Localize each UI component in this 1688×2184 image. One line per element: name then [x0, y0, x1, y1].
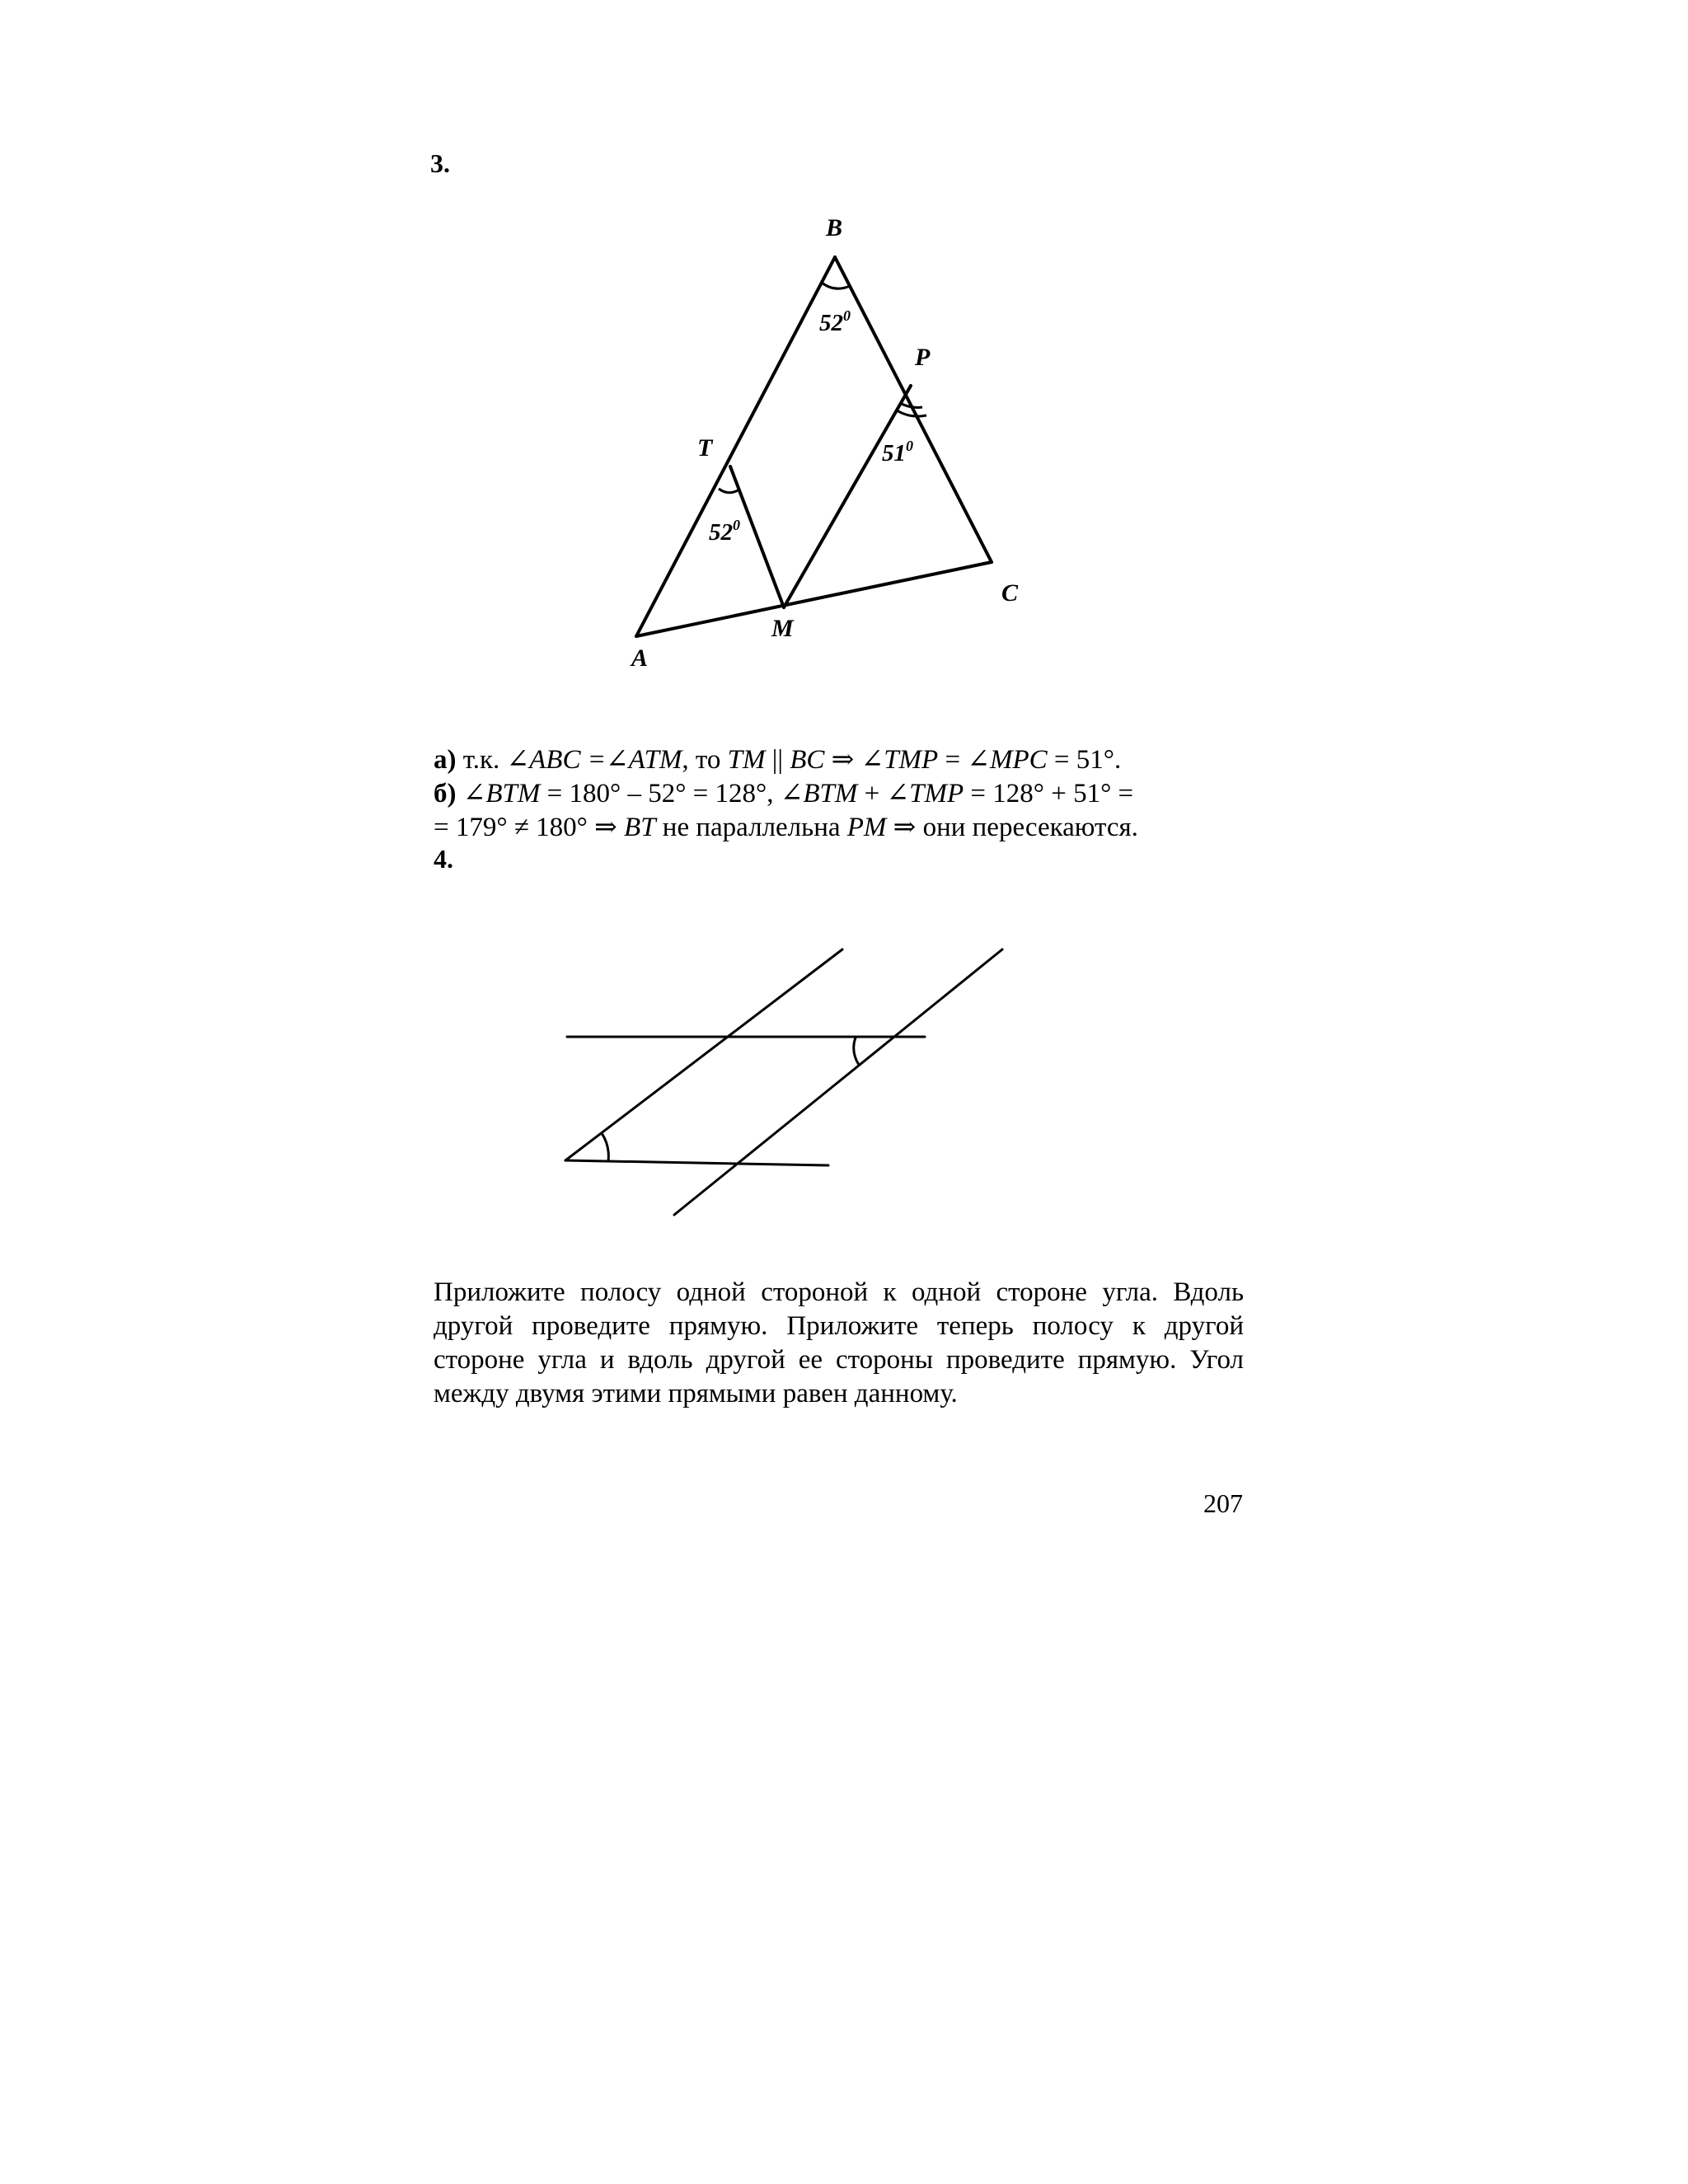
angle-arc-upper [854, 1038, 859, 1065]
angle-arc-b [822, 283, 850, 288]
problem-3-solution [434, 743, 1241, 845]
problem-4-instructions: Приложите полосу одной стороной к одной стороне угла. Вдоль другой проведите прямую. Приложите теперь полосу к другой стороне угла и вдоль другой ее стороны проведите прямую. Угол между двумя этими прямыми равен данному. [434, 1277, 1244, 1408]
angle-arc-p-outer [897, 410, 926, 416]
angle-arc-lower [602, 1133, 608, 1161]
solution-line-b: б) ∠BTM = 180° – 52° = 128°, ∠BTM + ∠TMP = 128° + 51° = [434, 779, 1134, 808]
problem-4-number: 4. [434, 844, 453, 874]
point-label-c: C [1001, 579, 1019, 607]
point-label-t: T [697, 434, 713, 462]
side-ac [636, 562, 992, 636]
angle-value-p: $51^0$ [882, 438, 913, 466]
parallel-lines-figure [544, 907, 1039, 1253]
problem-3-number: 3. [430, 148, 450, 178]
angle-value-t: $52^0$ [709, 517, 740, 546]
triangle-diagram [577, 190, 1104, 701]
segment-pm [784, 386, 911, 607]
point-label-a: A [631, 644, 649, 672]
point-label-p: P [915, 344, 931, 371]
side-bc [835, 257, 992, 562]
triangle-figure [577, 190, 1104, 701]
solution-line-c: = 179° ≠ 180° ⇒ BT не параллельна PM ⇒ они пересекаются. [434, 813, 1138, 842]
side-ab [636, 257, 835, 636]
left-slanted-line [565, 949, 842, 1160]
segment-tm [730, 466, 784, 607]
bottom-horizontal-line [565, 1160, 828, 1165]
right-slanted-line [674, 949, 1002, 1215]
angle-value-b: $52^0$ [819, 307, 851, 336]
solution-line-a: а) т.к. ∠ABC =∠ATM, то TM || BC ⇒ ∠TMP = ∠MPC = 51°. [434, 745, 1122, 775]
page-number: 207 [1203, 1488, 1243, 1518]
angle-arc-t [719, 489, 739, 493]
point-label-m: M [771, 615, 794, 642]
parallel-lines-diagram [544, 907, 1039, 1253]
point-label-b: B [826, 214, 843, 241]
